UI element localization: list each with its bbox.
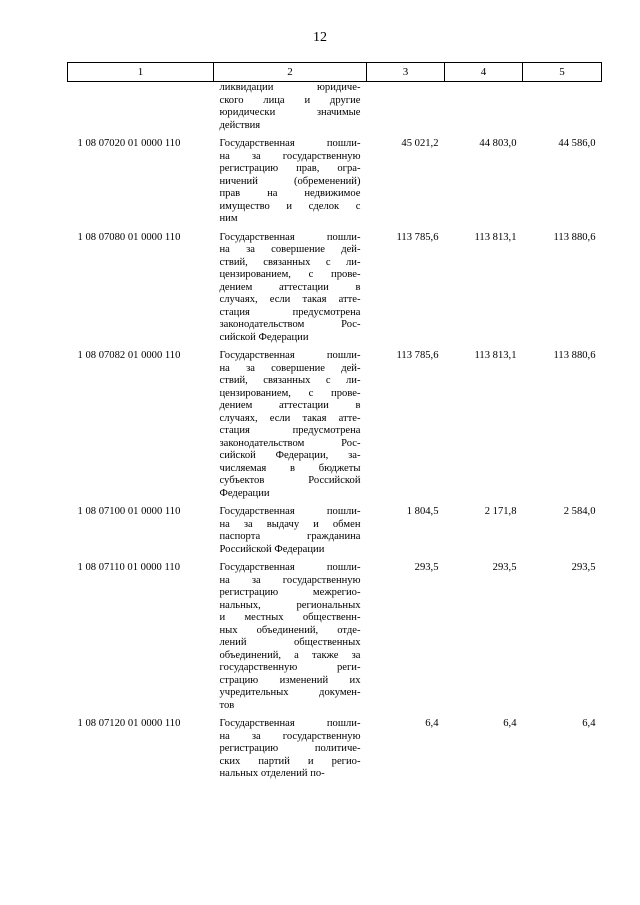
description-line: Государственная пошли- [219,231,361,243]
row-value-3: 45 021,2 [401,138,439,149]
description-line: на за совершение дей- [219,244,361,255]
row-value-4: 293,5 [492,562,517,573]
table-row-continuation [68,82,602,133]
description-line: и местных общественн- [219,612,361,623]
table-row [68,226,602,345]
description-line: Государственная пошли- [219,718,361,729]
row-value-4 [445,82,523,133]
row-value-5: 44 586,0 [558,138,596,149]
row-code: 1 08 07082 01 0000 110 [77,350,181,361]
row-code: 1 08 07100 01 0000 110 [77,506,181,517]
row-code: 1 08 07110 01 0000 110 [77,562,181,573]
description-line: регистрацию политиче- [219,743,361,754]
header-col-3: 3 [367,63,445,82]
row-value-3: 113 785,6 [396,231,439,243]
description-line: Государственная пошли- [219,506,361,517]
description-line: на за государственную [219,574,361,586]
row-value-5: 113 880,6 [553,231,596,243]
description-line: паспорта гражданина [219,531,361,542]
row-value-3: 293,5 [414,562,439,573]
description-line: действия [219,119,261,131]
row-value-3: 6,4 [425,718,439,729]
table-row [68,556,602,712]
description-line: государственную реги- [219,662,361,673]
description-line: цензированием, с прове- [219,387,361,399]
description-line: прав на недвижимое [219,188,361,199]
description-line: ничений (обременений) [219,175,361,187]
description-line: объединений, а также за [219,649,361,661]
table-row [68,132,602,226]
description-line: случаях, если такая атте- [219,294,361,305]
row-value-5: 6,4 [582,718,596,729]
table-row [68,500,602,556]
row-value-4: 6,4 [503,718,517,729]
row-code: 1 08 07120 01 0000 110 [77,718,181,729]
description-line: имущество и сделок с [219,200,361,212]
row-description [214,226,367,345]
description-line: нальных, региональных [219,599,361,611]
row-value-4: 113 813,1 [474,231,517,243]
description-line: ствий, связанных с ли- [219,256,361,268]
row-value-5: 2 584,0 [563,506,596,517]
description-line: на за выдачу и обмен [219,518,361,530]
description-line: Государственная пошли- [219,562,361,573]
row-value-3: 1 804,5 [406,506,439,517]
budget-table [67,62,602,781]
page-number: 12 [313,30,327,45]
description-line: Федерации [219,487,270,499]
row-description [214,344,367,500]
description-line: ных объединений, отде- [219,624,361,636]
description-line: на за государственную [219,150,361,162]
row-description [214,712,367,781]
row-description [214,132,367,226]
row-description [214,500,367,556]
description-line: случаях, если такая атте- [219,412,361,424]
description-line: сийской Федерации, за- [219,450,361,461]
header-col-4: 4 [445,63,523,82]
table-row [68,344,602,500]
description-line: лений общественных [219,637,361,648]
description-line: страцию изменений их [219,674,361,686]
description-line: числяемая в бюджеты [219,462,361,474]
row-value-4: 113 813,1 [474,350,517,361]
description-line: дением аттестации в [219,281,361,293]
row-value-5 [523,82,602,133]
header-col-1: 1 [68,63,214,82]
description-line: учредительных докумен- [219,687,361,698]
table-row [68,712,602,781]
description-line: регистрацию прав, огра- [219,163,361,174]
description-line: юридически значимые [219,107,361,118]
description-line: законодательством Рос- [219,437,361,449]
row-description [214,556,367,712]
description-line: Российской Федерации [219,543,325,555]
description-line: ним [219,213,238,224]
header-col-2: 2 [214,63,367,82]
description-line: стация предусмотрена [219,306,361,318]
description-line: ликвидации юридиче- [219,82,361,93]
description-line: ского лица и другие [219,94,361,106]
description-line: сийской Федерации [219,331,309,343]
description-line: законодательством Рос- [219,319,361,330]
description-line: регистрацию межрегио- [219,587,361,598]
description-line: субъектов Российской [219,475,361,486]
description-line: нальных отделений по- [219,768,325,779]
description-line: тов [219,699,235,711]
row-value-4: 2 171,8 [484,506,517,517]
row-value-3 [367,82,445,133]
description-line: стация предусмотрена [219,425,361,436]
description-line: на за совершение дей- [219,362,361,374]
description-line: на за государственную [219,730,361,742]
description-line: Государственная пошли- [219,138,361,149]
description-line: Государственная пошли- [219,350,361,361]
row-code [68,82,214,133]
row-value-4: 44 803,0 [479,138,517,149]
description-line: дением аттестации в [219,400,361,411]
description-line: цензированием, с прове- [219,269,361,280]
description-line: ствий, связанных с ли- [219,375,361,386]
row-code: 1 08 07080 01 0000 110 [77,231,181,243]
row-code: 1 08 07020 01 0000 110 [77,138,181,149]
row-value-5: 293,5 [571,562,596,573]
row-value-5: 113 880,6 [553,350,596,361]
row-value-3: 113 785,6 [396,350,439,361]
header-col-5: 5 [523,63,602,82]
table-header [68,63,602,82]
row-description [214,82,367,133]
table-body [68,82,602,781]
description-line: ских партий и регио- [219,755,361,767]
